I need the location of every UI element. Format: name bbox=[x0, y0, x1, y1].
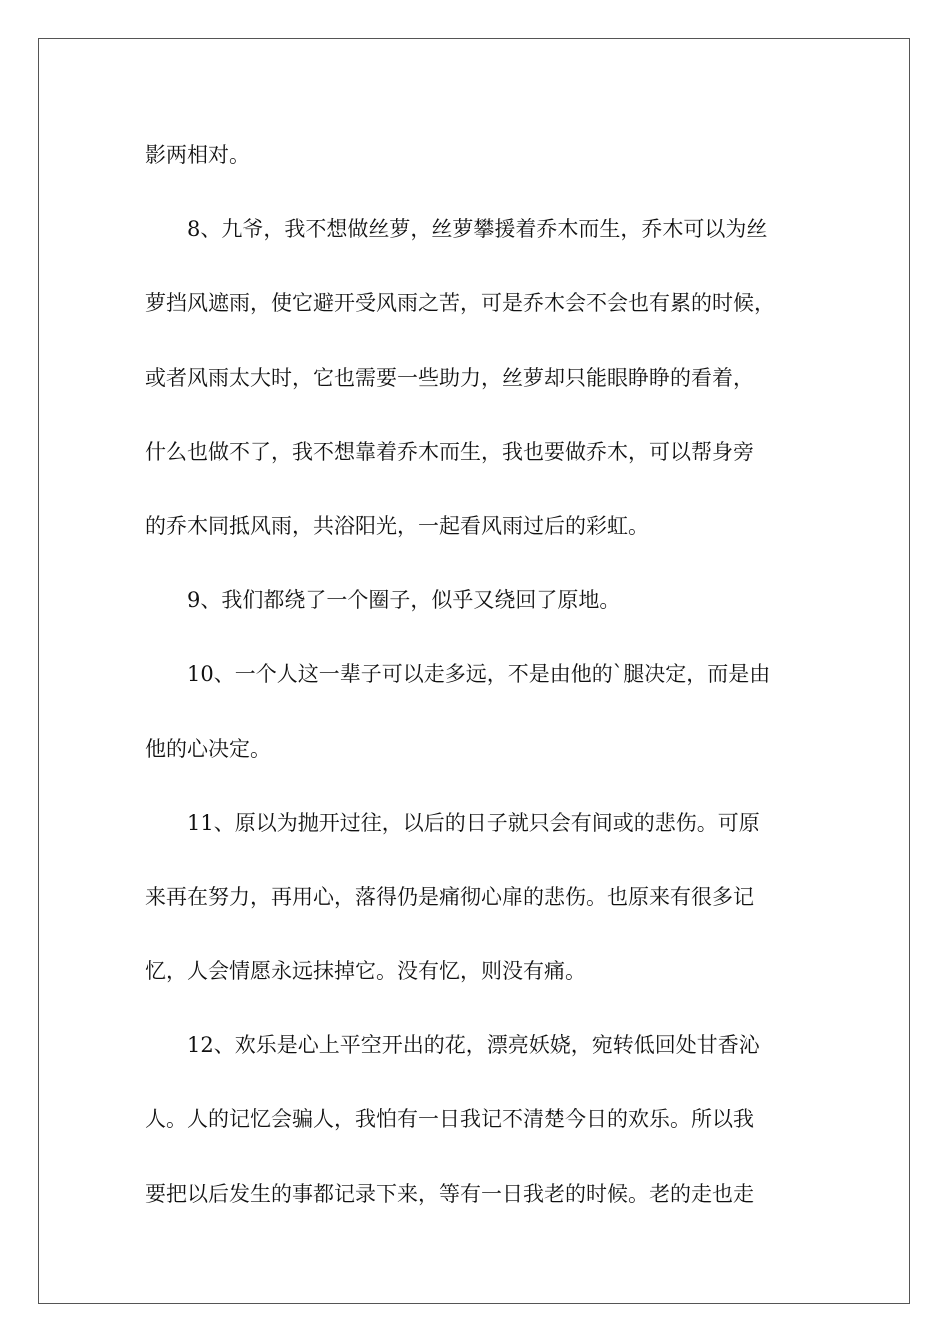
text-line-10: 11、原以为抛开过往，以后的日子就只会有间或的悲伤。可原 bbox=[187, 810, 760, 835]
text-line-5: 什么也做不了，我不想靠着乔木而生，我也要做乔木，可以帮身旁 bbox=[145, 439, 754, 464]
text-line-4: 或者风雨太大时，它也需要一些助力，丝萝却只能眼睁睁的看着， bbox=[145, 365, 754, 390]
text-line-3: 萝挡风遮雨，使它避开受风雨之苦，可是乔木会不会也有累的时候， bbox=[145, 291, 775, 316]
text-line-1: 影两相对。 bbox=[145, 143, 250, 167]
text-line-7: 9、我们都绕了一个圈子，似乎又绕回了原地。 bbox=[187, 588, 621, 613]
text-line-12: 忆，人会情愿永远抹掉它。没有忆，则没有痛。 bbox=[145, 959, 586, 984]
text-line-14: 人。人的记忆会骗人，我怕有一日我记不清楚今日的欢乐。所以我 bbox=[145, 1107, 754, 1132]
document-body bbox=[145, 126, 810, 1239]
text-line-6: 的乔木同抵风雨，共浴阳光，一起看风雨过后的彩虹。 bbox=[145, 513, 649, 538]
text-line-9: 他的心决定。 bbox=[145, 736, 271, 761]
text-line-15: 要把以后发生的事都记录下来，等有一日我老的时候。老的走也走 bbox=[145, 1181, 754, 1206]
text-line-11: 来再在努力，再用心，落得仍是痛彻心扉的悲伤。也原来有很多记 bbox=[145, 884, 754, 909]
text-line-8: 10、一个人这一辈子可以走多远，不是由他的`腿决定，而是由 bbox=[187, 662, 771, 687]
text-line-2: 8、九爷，我不想做丝萝，丝萝攀援着乔木而生，乔木可以为丝 bbox=[187, 217, 768, 242]
text-line-13: 12、欢乐是心上平空开出的花，漂亮妖娆，宛转低回处甘香沁 bbox=[187, 1033, 760, 1058]
